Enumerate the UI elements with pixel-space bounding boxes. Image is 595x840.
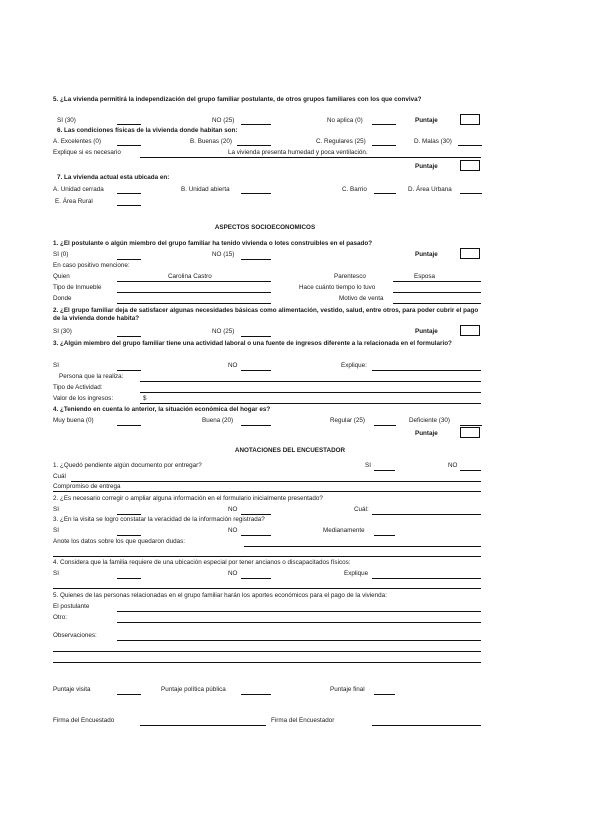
anot-compromiso-line[interactable] xyxy=(53,491,481,492)
q7-option-a: A. Unidad cerrada xyxy=(53,186,104,193)
q6-a-answer-line[interactable] xyxy=(117,145,141,146)
q6-b-answer-line[interactable] xyxy=(237,145,271,146)
anot-q1-si: SI xyxy=(365,462,371,469)
socio-q2-no-line[interactable] xyxy=(241,336,271,337)
socio-q3-si-line[interactable] xyxy=(117,370,141,371)
footer-puntaje-politica-label: Puntaje política pública xyxy=(161,686,226,693)
q7-option-b: B. Unidad abierta xyxy=(181,186,230,193)
anot-anote-line-1[interactable] xyxy=(244,546,481,547)
anot-q2-no-line[interactable] xyxy=(241,514,271,515)
anot-q4-si-line[interactable] xyxy=(117,578,141,579)
socio-q4-buena: Buena (20) xyxy=(202,417,234,424)
footer-puntaje-final-label: Puntaje final xyxy=(330,686,365,693)
anot-q2-si-line[interactable] xyxy=(117,514,141,515)
socio-tipo-actividad-label: Tipo de Actividad: xyxy=(53,384,103,391)
anot-anote-label: Anote los datos sobre los que quedaron dudas: xyxy=(53,538,185,545)
q7-option-d: D. Área Urbana xyxy=(408,186,452,193)
q6-option-d: D. Malas (30) xyxy=(414,138,452,145)
q7-d-answer-line[interactable] xyxy=(460,193,482,194)
q5-puntaje-box[interactable] xyxy=(460,114,480,125)
q5-puntaje-label: Puntaje xyxy=(415,117,438,124)
socio-q1-puntaje-box[interactable] xyxy=(460,248,480,259)
anot-q3: 3. ¿En la visita se logro constatar la veracidad de la información registrada? xyxy=(53,516,265,523)
anot-q2: 2. ¿Es necesario corregir o ampliar alguna información en el formulario inicialmente presentado? xyxy=(53,495,323,502)
q6-option-c: C. Regulares (25) xyxy=(316,138,366,145)
q5-option-no: NO (25) xyxy=(212,117,235,124)
socio-hace-cuanto-line[interactable] xyxy=(393,292,481,293)
socio-q3: 3. ¿Algún miembro del grupo familiar tiene una actividad laboral o una fuente de ingresos diferente a la relacionada en el formulario? xyxy=(53,340,452,347)
anot-q1: 1. ¿Quedó pendiente algún documento por entregar? xyxy=(53,462,202,469)
q7-question: 7. La vivienda actual esta ubicada en: xyxy=(57,174,170,181)
anot-observaciones-label: Observaciones: xyxy=(53,632,97,639)
socio-en-caso: En caso positivo mencione: xyxy=(53,262,130,269)
q5-question: 5. ¿La vivienda permitirá la independización del grupo familiar postulante, de otros grupos familiares con los que conviva? xyxy=(53,96,422,103)
socio-valor-ingresos-line[interactable] xyxy=(140,403,481,404)
socio-q1: 1. ¿El postulante o algún miembro del grupo familiar ha tenido vivienda o lotes construibles en el pasado? xyxy=(53,240,373,247)
anot-q4-extra-line[interactable] xyxy=(53,588,481,589)
anot-q5: 5. Quienes de las personas relacionadas en el grupo familiar harán los aportes económicos para el pago de la vivienda: xyxy=(53,592,387,599)
q6-d-answer-line[interactable] xyxy=(458,145,482,146)
socio-valor-symbol: $ xyxy=(143,395,147,402)
socio-q4-puntaje-box[interactable] xyxy=(460,427,480,438)
anot-q4-explique-line[interactable] xyxy=(372,578,481,579)
socio-q3-explique: Explique: xyxy=(341,362,367,369)
footer-firma-encuestado-line[interactable] xyxy=(140,725,266,726)
anot-q3-no-line[interactable] xyxy=(241,535,271,536)
footer-firma-encuestado-label: Firma del Encuestado xyxy=(53,717,115,724)
socio-q4-regular-line[interactable] xyxy=(374,425,396,426)
socio-q2-no: NO (25) xyxy=(212,328,235,335)
anot-postulante-line[interactable] xyxy=(117,611,481,612)
anot-otro-label: Otro: xyxy=(53,614,67,621)
footer-firma-encuestador-label: Firma del Encuestador xyxy=(271,717,335,724)
anot-q2-si: SI xyxy=(53,506,59,513)
q6-explique-line[interactable] xyxy=(140,157,481,158)
socio-q4-puntaje: Puntaje xyxy=(415,430,438,437)
q7-c-answer-line[interactable] xyxy=(374,193,396,194)
q7-a-answer-line[interactable] xyxy=(117,193,141,194)
footer-puntaje-final-line[interactable] xyxy=(374,694,395,695)
socio-q4-deficiente-line[interactable] xyxy=(460,425,482,426)
q5-option-si: SI (30) xyxy=(57,117,76,124)
socio-q3-explique-line[interactable] xyxy=(372,370,481,371)
anot-otro-line[interactable] xyxy=(117,622,481,623)
socio-q4-deficiente: Deficiente (30) xyxy=(409,417,450,424)
q5-no-answer-line[interactable] xyxy=(241,124,271,125)
footer-puntaje-politica-line[interactable] xyxy=(241,694,271,695)
anot-observaciones-line-2[interactable] xyxy=(53,651,481,652)
socio-q2: 2. ¿El grupo familiar deja de satisfacer algunas necesidades básicas como alimentación, vestido, salud, entre otros, para poder cubrir el pago de la vivienda donde habita? xyxy=(53,307,479,322)
anot-q4-si: SI xyxy=(53,570,59,577)
socio-valor-ingresos-label: Valor de los ingresos: xyxy=(53,395,114,402)
socio-motivo-label: Motivo de venta xyxy=(339,295,384,302)
socio-persona-line[interactable] xyxy=(140,381,481,382)
anot-cual-line[interactable] xyxy=(71,481,481,482)
socio-q4: 4. ¿Teniendo en cuenta lo anterior, la situación económica del hogar es? xyxy=(53,406,271,413)
q6-option-a: A. Excelentes (0) xyxy=(53,138,101,145)
socio-q4-muy-buena: Muy buena (0) xyxy=(53,417,94,424)
anot-q2-cual-line[interactable] xyxy=(372,514,481,515)
anot-q4: 4. Considera que la familia requiere de una ubicación especial por tener ancianos o discapacitados físicos: xyxy=(53,559,351,566)
footer-puntaje-visita-line[interactable] xyxy=(117,694,141,695)
footer-puntaje-visita-label: Puntaje visita xyxy=(53,686,91,693)
socio-q1-no-line[interactable] xyxy=(241,259,271,260)
socio-quien-line[interactable] xyxy=(117,281,271,282)
anot-q4-explique: Explique xyxy=(344,570,369,577)
socio-tipo-inmueble-line[interactable] xyxy=(117,292,271,293)
anot-q4-no-line[interactable] xyxy=(241,578,271,579)
anot-q1-no-line[interactable] xyxy=(460,470,481,471)
socio-q4-muy-buena-line[interactable] xyxy=(117,425,141,426)
anot-q2-cual: Cuál: xyxy=(354,506,369,513)
anot-heading: ANOTACIONES DEL ENCUESTADOR xyxy=(234,447,346,454)
q7-option-e: E. Área Rural xyxy=(55,198,93,205)
socio-persona-label: Persona que la realiza: xyxy=(59,373,124,380)
anot-anote-line-2[interactable] xyxy=(53,556,481,557)
socio-parentesco-line[interactable] xyxy=(393,281,481,282)
anot-q1-si-line[interactable] xyxy=(374,470,395,471)
q6-question: 6. Las condiciones físicas de la vivienda donde habitan son: xyxy=(57,127,238,134)
anot-q3-no: NO xyxy=(228,527,238,534)
socio-q2-si: SI (30) xyxy=(53,328,72,335)
q5-si-answer-line[interactable] xyxy=(117,124,141,125)
anot-compromiso-label: Compromiso de entrega xyxy=(53,483,121,490)
q7-option-c: C. Barrio xyxy=(342,186,367,193)
socio-tipo-actividad-line[interactable] xyxy=(140,392,481,393)
anot-q3-si-line[interactable] xyxy=(117,535,141,536)
q6-explique-label: Explique si es necesario xyxy=(53,149,121,156)
socio-heading: ASPECTOS SOCIOECONOMICOS xyxy=(214,224,316,231)
anot-observaciones-line-3[interactable] xyxy=(53,662,481,663)
socio-q1-no: NO (15) xyxy=(212,251,235,258)
socio-q2-si-line[interactable] xyxy=(117,336,141,337)
anot-q4-no: NO xyxy=(228,570,238,577)
anot-q3-si: SI xyxy=(53,527,59,534)
anot-q3-medianamente: Medianamente xyxy=(323,527,365,534)
socio-q1-si-line[interactable] xyxy=(117,259,141,260)
anot-cual-label: Cuál xyxy=(53,473,66,480)
q6-puntaje-label: Puntaje xyxy=(415,163,438,170)
socio-q1-si: SI (0) xyxy=(53,251,69,258)
footer-firma-encuestador-line[interactable] xyxy=(372,725,481,726)
socio-q4-regular: Regular (25) xyxy=(330,417,365,424)
anot-q2-no: NO xyxy=(228,506,238,513)
socio-quien-label: Quien xyxy=(53,273,70,280)
q7-b-answer-line[interactable] xyxy=(241,193,271,194)
socio-donde-line[interactable] xyxy=(117,303,271,304)
q6-explique-value: La vivienda presenta humedad y poca ventilación. xyxy=(228,149,368,156)
q5-option-na: No aplica (0) xyxy=(327,117,363,124)
anot-q3-medianamente-line[interactable] xyxy=(374,535,395,536)
socio-q2-puntaje: Puntaje xyxy=(415,328,438,335)
socio-tipo-inmueble-label: Tipo de Inmueble xyxy=(53,284,102,291)
socio-hace-cuanto-label: Hace cuánto tiempo lo tuvo xyxy=(299,284,376,291)
q6-c-answer-line[interactable] xyxy=(372,145,396,146)
socio-q3-si: SI xyxy=(53,362,59,369)
socio-donde-label: Donde xyxy=(53,295,72,302)
q7-e-answer-line[interactable] xyxy=(117,205,141,206)
socio-q2-puntaje-box[interactable] xyxy=(460,325,480,336)
q6-option-b: B. Buenas (20) xyxy=(190,138,233,145)
socio-q3-no: NO xyxy=(228,362,238,369)
socio-q4-buena-line[interactable] xyxy=(241,425,271,426)
socio-parentesco-value: Esposa xyxy=(414,273,436,280)
socio-q1-puntaje: Puntaje xyxy=(415,251,438,258)
q5-na-answer-line[interactable] xyxy=(372,124,396,125)
socio-motivo-line[interactable] xyxy=(393,303,481,304)
socio-parentesco-label: Parentesco xyxy=(334,273,366,280)
socio-quien-value: Carolina Castro xyxy=(168,273,212,280)
anot-postulante-label: El postulante xyxy=(53,603,90,610)
q6-puntaje-box[interactable] xyxy=(460,160,480,171)
anot-observaciones-line-1[interactable] xyxy=(117,640,481,641)
anot-q1-no: NO xyxy=(448,462,458,469)
socio-q3-no-line[interactable] xyxy=(241,370,271,371)
